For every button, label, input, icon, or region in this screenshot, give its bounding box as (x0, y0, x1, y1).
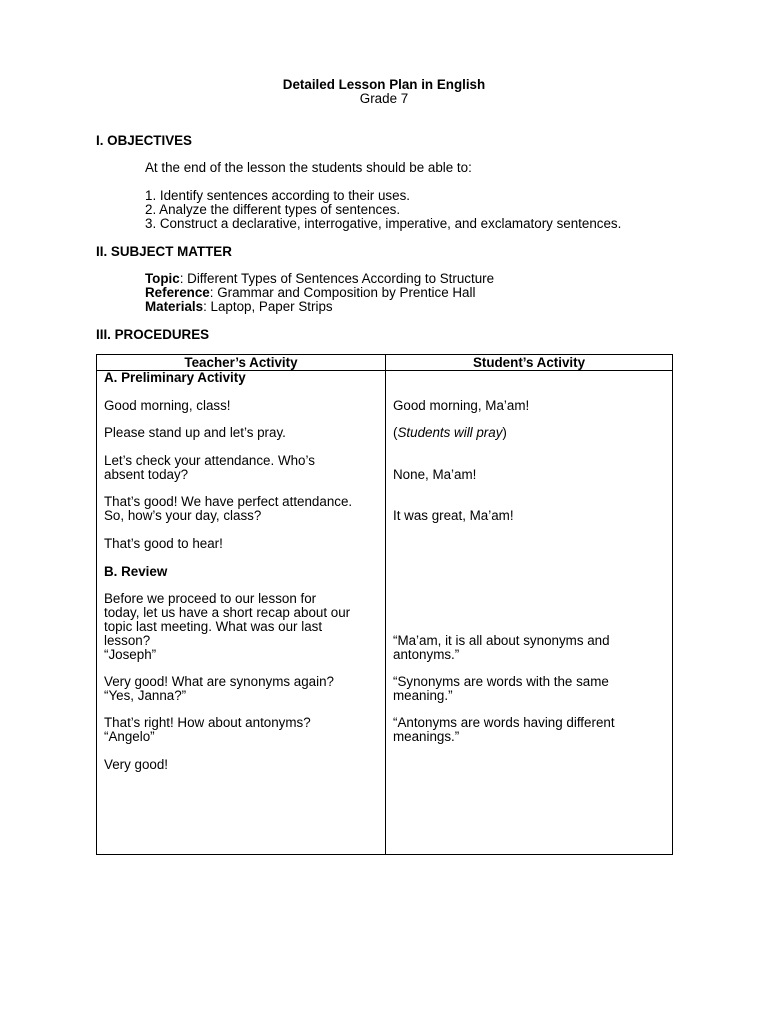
student-line (393, 426, 671, 440)
student-line: meanings.” (393, 729, 460, 744)
preliminary-activity-label: A. Preliminary Activity (104, 370, 246, 385)
topic-label: Topic (145, 271, 180, 286)
teacher-line: Very good! (104, 757, 169, 772)
student-line: None, Ma’am! (393, 467, 477, 482)
materials-label: Materials (145, 299, 204, 314)
teacher-line: “Yes, Janna?” (104, 688, 187, 703)
subject-matter-heading: II. SUBJECT MATTER (96, 244, 232, 259)
paren-close: ) (502, 425, 507, 440)
student-line: Good morning, Ma’am! (393, 398, 530, 413)
teacher-line: today, let us have a short recap about our (104, 605, 351, 620)
student-column-header: Student’s Activity (472, 355, 586, 370)
document-title: Detailed Lesson Plan in English (282, 77, 486, 92)
teacher-line: “Angelo” (104, 729, 155, 744)
objectives-heading: I. OBJECTIVES (96, 133, 192, 148)
teacher-column-header: Teacher’s Activity (184, 355, 298, 370)
reference-label: Reference (145, 285, 210, 300)
subject-matter-block (145, 272, 494, 314)
teacher-line: That’s good to hear! (104, 536, 223, 551)
objectives-list (145, 189, 621, 231)
procedures-heading: III. PROCEDURES (96, 327, 210, 342)
teacher-line: Good morning, class! (104, 398, 231, 413)
teacher-line: So, how’s your day, class? (104, 508, 262, 523)
objective-item: 1. Identify sentences according to their uses. (145, 188, 410, 203)
teacher-line: lesson? (104, 633, 151, 648)
student-line: antonyms.” (393, 647, 460, 662)
objective-item: 3. Construct a declarative, interrogative, imperative, and exclamatory sentences. (145, 216, 622, 231)
teacher-line: Before we proceed to our lesson for (104, 591, 317, 606)
student-line: meaning.” (393, 688, 453, 703)
teacher-line: Very good! What are synonyms again? (104, 674, 335, 689)
teacher-line: absent today? (104, 467, 189, 482)
teacher-line: topic last meeting. What was our last (104, 619, 323, 634)
teacher-line: Let’s check your attendance. Who’s (104, 453, 315, 468)
topic-row (145, 272, 494, 286)
student-line: “Antonyms are words having different (393, 715, 615, 730)
student-line: “Ma’am, it is all about synonyms and (393, 633, 610, 648)
teacher-line: Please stand up and let’s pray. (104, 425, 286, 440)
document-subtitle: Grade 7 (359, 91, 409, 106)
title-block (0, 78, 768, 106)
student-line: “Synonyms are words with the same (393, 674, 609, 689)
objective-item: 2. Analyze the different types of sentences. (145, 202, 401, 217)
student-action-italic: Students will pray (397, 425, 503, 440)
review-label: B. Review (104, 564, 168, 579)
column-divider (385, 355, 386, 854)
reference-value: : Grammar and Composition by Prentice Hall (209, 285, 476, 300)
student-line: It was great, Ma’am! (393, 508, 514, 523)
paren-open: ( (393, 425, 398, 440)
reference-row (145, 286, 494, 300)
materials-row (145, 300, 494, 314)
teacher-line: “Joseph” (104, 647, 157, 662)
materials-value: : Laptop, Paper Strips (203, 299, 333, 314)
teacher-line: That’s good! We have perfect attendance. (104, 494, 353, 509)
teacher-line: That’s right! How about antonyms? (104, 715, 311, 730)
objectives-intro: At the end of the lesson the students should be able to: (145, 160, 472, 175)
procedures-table (96, 354, 673, 855)
topic-value: : Different Types of Sentences According to Structure (179, 271, 495, 286)
